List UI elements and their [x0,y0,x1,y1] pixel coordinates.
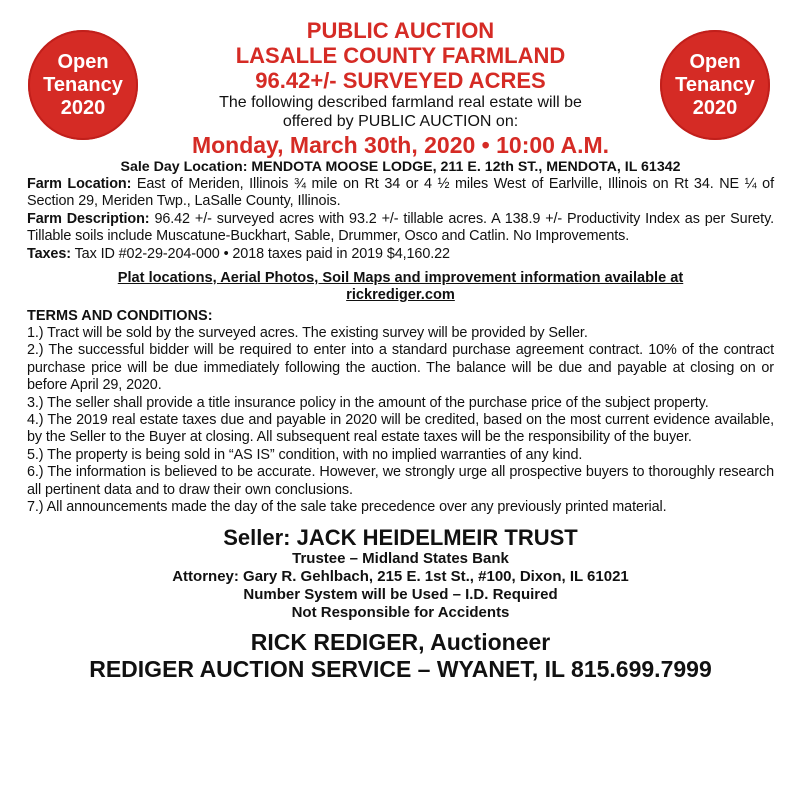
term-item: 5.) The property is being sold in “AS IS” condition, with no implied warranties of any kind. [27,446,583,463]
farm-location [27,176,774,211]
plat-info-line1: Plat locations, Aerial Photos, Soil Maps and improvement information available at [117,270,684,287]
open-tenancy-badge-right [660,30,770,140]
terms-heading: TERMS AND CONDITIONS: [27,308,213,325]
seller-name: Seller: JACK HEIDELMEIR TRUST [223,524,578,550]
header-intro-line1: The following described farmland real estate will be [219,94,582,111]
sale-day-location: Sale Day Location: MENDOTA MOOSE LODGE, 211 E. 12th ST., MENDOTA, IL 61342 [120,159,681,175]
seller-trustee: Trustee – Midland States Bank [292,549,509,567]
number-system-note: Number System will be Used – I.D. Required [243,585,558,603]
badge-line: 2020 [60,96,106,119]
header-title-line3: 96.42+/- SURVEYED ACRES [255,68,546,93]
farm-description [27,211,774,246]
not-responsible-note: Not Responsible for Accidents [291,603,510,621]
terms-list [27,325,774,516]
farm-location-text: East of Meriden, Illinois ¾ mile on Rt 34 or 4 ½ miles West of Earlville, Illinois on Rt 34. NE ¼ of Section 29, Meriden Twp., LaSalle County, Illinois. [27,176,774,210]
taxes-text: Tax ID #02-29-204-000 • 2018 taxes paid in 2019 $4,160.22 [74,245,450,262]
auction-date: Monday, March 30th, 2020 • 10:00 A.M. [191,132,610,158]
badge-line: Tenancy [675,73,755,96]
badge-line: 2020 [692,96,738,119]
taxes [27,246,774,263]
header-title-line2: LASALLE COUNTY FARMLAND [235,43,566,68]
term-item: 3.) The seller shall provide a title insurance policy in the amount of the purchase price of the subject property. [27,394,709,411]
auction-service: REDIGER AUCTION SERVICE – WYANET, IL 815.699.7999 [89,655,712,682]
header-title-line1: PUBLIC AUCTION [306,18,495,43]
auctioneer-name: RICK REDIGER, Auctioneer [250,628,551,655]
plat-info-link[interactable]: rickrediger.com [346,287,455,304]
seller-attorney: Attorney: Gary R. Gehlbach, 215 E. 1st St., #100, Dixon, IL 61021 [172,567,629,585]
open-tenancy-badge-left [28,30,138,140]
badge-line: Tenancy [43,73,123,96]
plat-info [27,270,774,304]
taxes-label: Taxes: [27,245,71,262]
term-item: 4.) The 2019 real estate taxes due and payable in 2020 will be credited, based on the most current evidence available, by the Seller to the Buyer at closing. All subsequent real estate taxes will be the responsibility of the buyer. [27,412,774,446]
term-item: 2.) The successful bidder will be required to enter into a standard purchase agreement contract. 10% of the contract purchase price will be due immediately following the auction. The balance will be due and payable at closing on or before April 29, 2020. [27,342,774,394]
term-item: 6.) The information is believed to be accurate. However, we strongly urge all prospective buyers to thoroughly research all pertinent data and to draw their own conclusions. [27,464,774,498]
badge-line: Open [689,50,741,73]
badge-line: Open [57,50,109,73]
farm-description-label: Farm Description: [27,210,150,227]
term-item: 7.) All announcements made the day of the sale take precedence over any previously printed material. [27,499,667,516]
farm-description-text: 96.42 +/- surveyed acres with 93.2 +/- tillable acres. A 138.9 +/- Productivity Index as per Surety. Tillable soils include Muscatune-Buckhart, Sable, Drummer, Osco and Catlin. No Improvements. [27,210,774,245]
term-item: 1.) Tract will be sold by the surveyed acres. The existing survey will be provided by Seller. [27,325,588,342]
farm-location-label: Farm Location: [27,176,132,192]
header-intro-line2: offered by PUBLIC AUCTION on: [282,113,519,130]
